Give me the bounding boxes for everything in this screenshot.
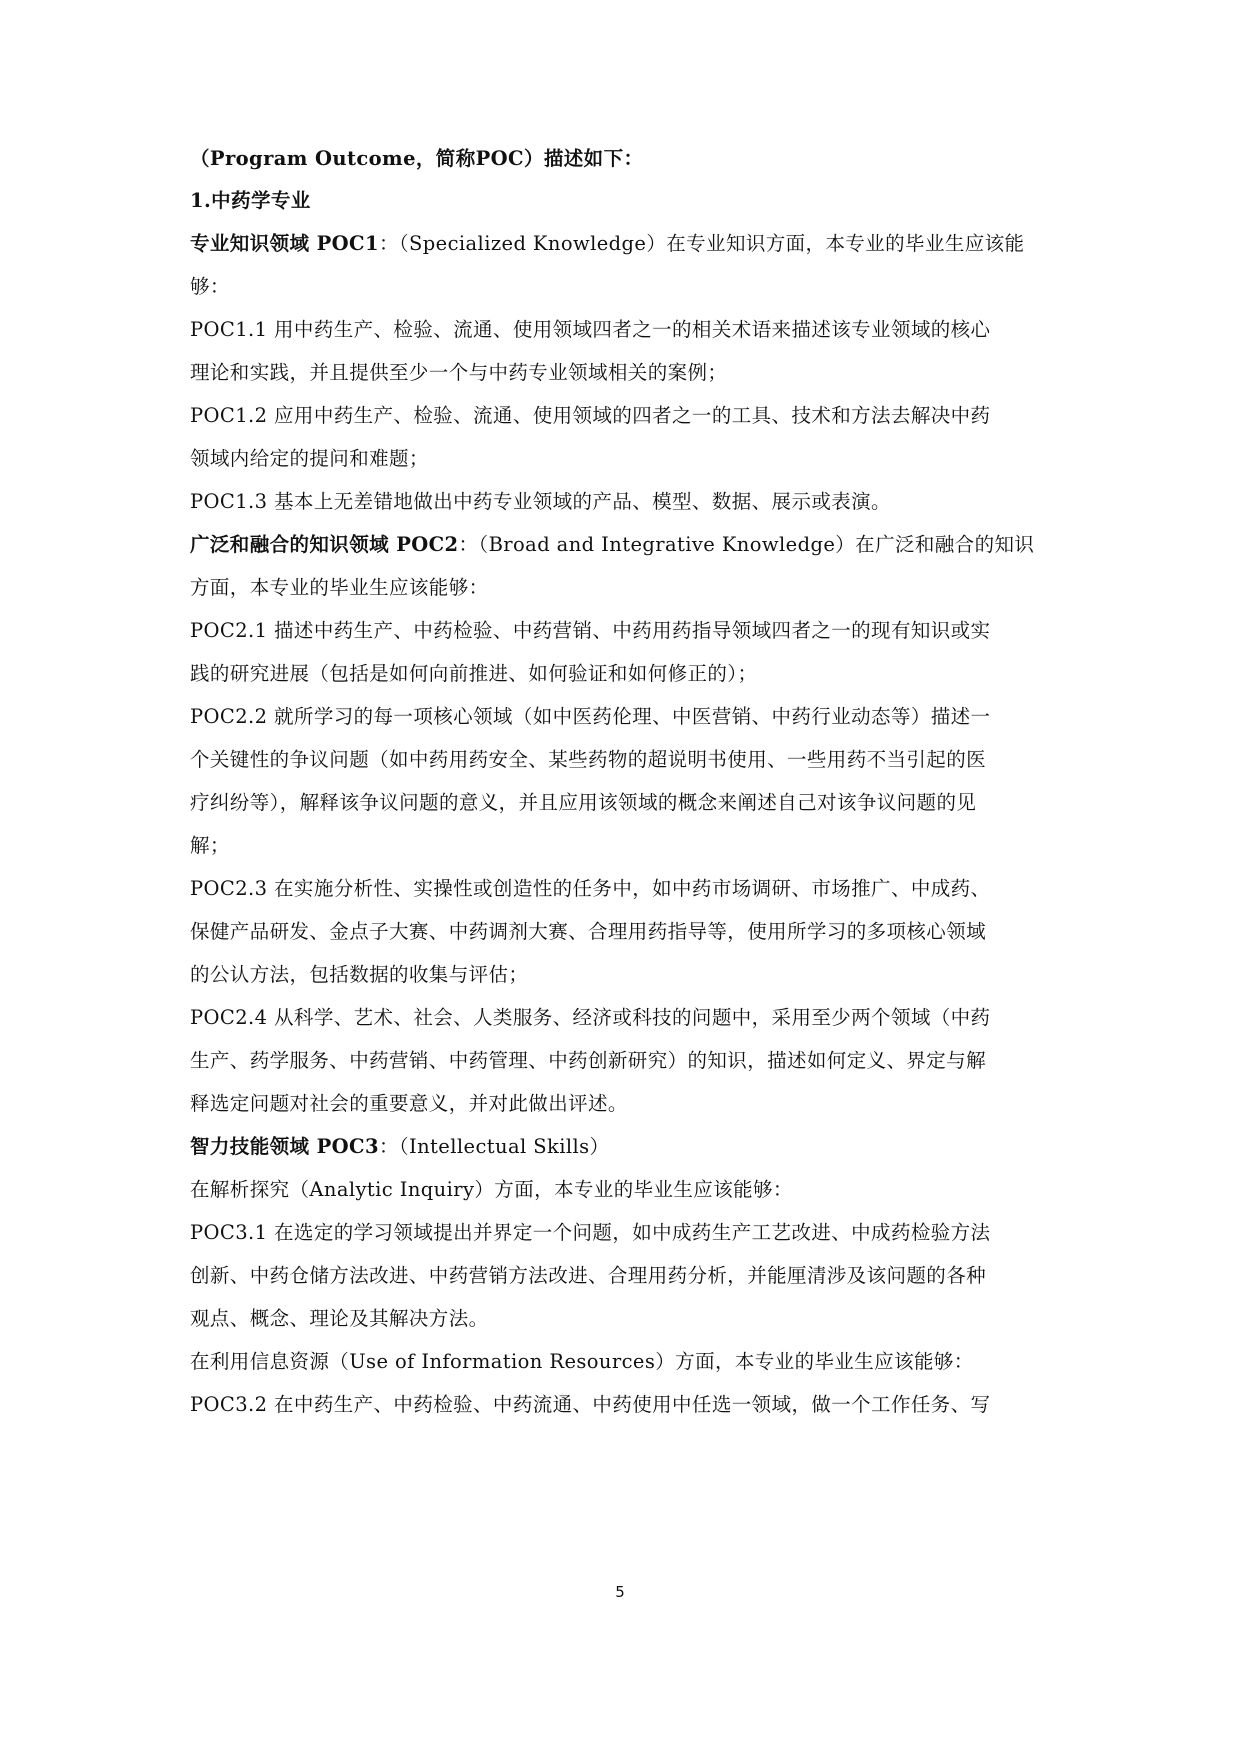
- poc2-2-line2: 个关键性的争议问题（如中药用药安全、某些药物的超说明书使用、一些用药不当引起的医: [190, 748, 987, 771]
- poc3-1-line3: 观点、概念、理论及其解决方法。: [190, 1307, 489, 1330]
- poc2-4-line3: 释选定问题对社会的重要意义，并对此做出评述。: [190, 1092, 628, 1115]
- poc2-1-line1: POC2.1 描述中药生产、中药检验、中药营销、中药用药指导领域四者之一的现有知识或实: [190, 619, 991, 642]
- intro-line: （Program Outcome，简称POC）描述如下：: [190, 147, 644, 170]
- poc1-desc: ：（Specialized Knowledge）在专业知识方面，本专业的毕业生应该能: [378, 232, 1025, 255]
- poc2-3-line2: 保健产品研发、金点子大赛、中药调剂大赛、合理用药指导等，使用所学习的多项核心领域: [190, 920, 987, 943]
- poc1-heading-line: [190, 232, 1060, 256]
- poc1-3-line1: POC1.3 基本上无差错地做出中药专业领域的产品、模型、数据、展示或表演。: [190, 490, 891, 513]
- poc2-4-line2: 生产、药学服务、中药营销、中药管理、中药创新研究）的知识，描述如何定义、界定与解: [190, 1049, 987, 1072]
- analytic-intro: 在解析探究（Analytic Inquiry）方面，本专业的毕业生应该能够：: [190, 1178, 793, 1201]
- poc2-2-line1: POC2.2 就所学习的每一项核心领域（如中医药伦理、中医营销、中药行业动态等）描述一: [190, 705, 991, 728]
- poc3-heading-line: [190, 1135, 1060, 1159]
- poc1-heading: 专业知识领域 POC1: [190, 232, 379, 255]
- poc1-1-line2: 理论和实践，并且提供至少一个与中药专业领域相关的案例；: [190, 361, 728, 384]
- poc3-1-line1: POC3.1 在选定的学习领域提出并界定一个问题，如中成药生产工艺改进、中成药检验方法: [190, 1221, 991, 1244]
- poc2-3-line1: POC2.3 在实施分析性、实操性或创造性的任务中，如中药市场调研、市场推广、中成药、: [190, 877, 991, 900]
- poc2-2-line4: 解；: [190, 834, 230, 857]
- info-intro: 在利用信息资源（Use of Information Resources）方面，本专业的毕业生应该能够：: [190, 1350, 974, 1373]
- poc2-desc: ：（Broad and Integrative Knowledge）在广泛和融合的知识: [458, 533, 1035, 556]
- poc3-heading: 智力技能领域 POC3: [190, 1135, 379, 1158]
- poc2-4-line1: POC2.4 从科学、艺术、社会、人类服务、经济或科技的问题中，采用至少两个领域（中药: [190, 1006, 991, 1029]
- poc1-2-line1: POC1.2 应用中药生产、检验、流通、使用领域的四者之一的工具、技术和方法去解决中药: [190, 404, 991, 427]
- poc1-2-line2: 领域内给定的提问和难题；: [190, 447, 429, 470]
- poc2-heading: 广泛和融合的知识领域 POC2: [190, 533, 459, 556]
- section-title: 1.中药学专业: [190, 189, 311, 212]
- poc3-2-line1: POC3.2 在中药生产、中药检验、中药流通、中药使用中任选一领域，做一个工作任务、写: [190, 1393, 991, 1416]
- poc2-3-line3: 的公认方法，包括数据的收集与评估；: [190, 963, 529, 986]
- poc1-1-line1: POC1.1 用中药生产、检验、流通、使用领域四者之一的相关术语来描述该专业领域的核心: [190, 318, 991, 341]
- page-number: 5: [615, 1583, 625, 1601]
- poc2-1-line2: 践的研究进展（包括是如何向前推进、如何验证和如何修正的）；: [190, 662, 758, 685]
- poc2-line2: 方面，本专业的毕业生应该能够：: [190, 576, 489, 599]
- poc3-1-line2: 创新、中药仓储方法改进、中药营销方法改进、合理用药分析，并能厘清涉及该问题的各种: [190, 1264, 987, 1287]
- poc2-heading-line: [190, 533, 1060, 557]
- poc3-desc: ：（Intellectual Skills）: [378, 1135, 610, 1158]
- poc1-line2: 够：: [190, 275, 230, 298]
- poc2-2-line3: 疗纠纷等），解释该争议问题的意义，并且应用该领域的概念来阐述自己对该争议问题的见: [190, 791, 977, 814]
